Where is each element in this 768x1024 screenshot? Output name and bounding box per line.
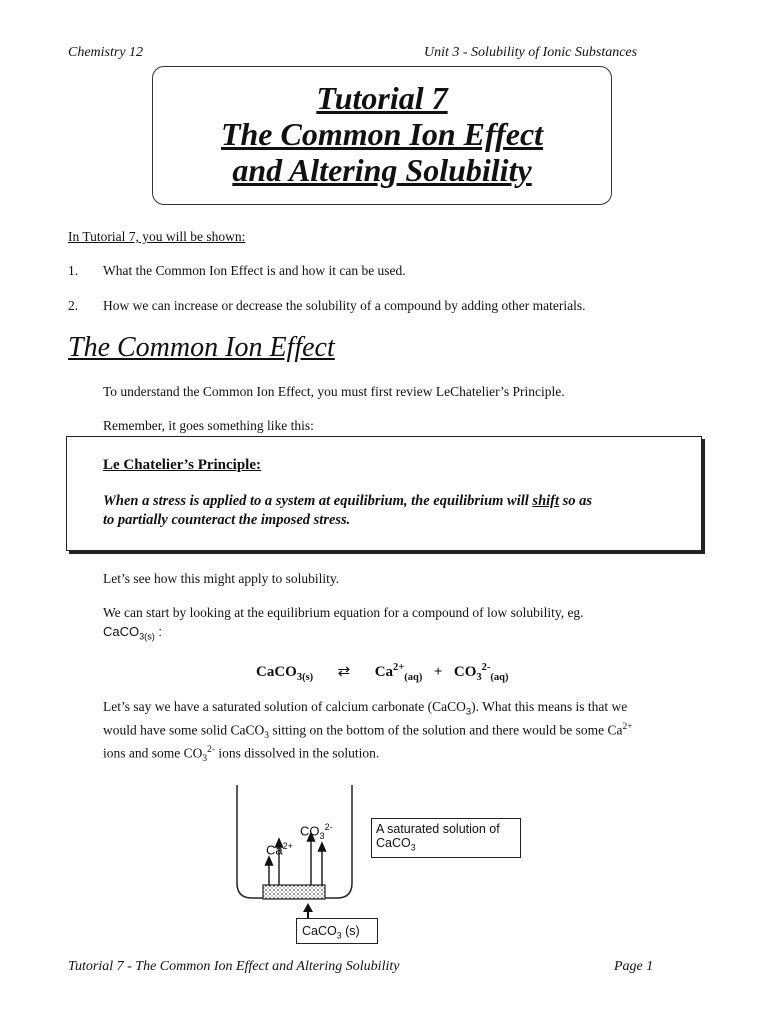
list-item-number: 2. bbox=[68, 298, 79, 313]
equilibrium-equation: CaCO$_{3(s)}$ ⇄ $Ca^{2+}_{(aq)} + CO_3^{2-}_{(aq)}$ bbox=[256, 662, 509, 683]
paragraph: To understand the Common Ion Effect, you must first review LeChatelier’s Principle. bbox=[103, 384, 565, 399]
paragraph-formula: CaCO$_{3(s)}$ : bbox=[103, 624, 163, 642]
beaker-outline bbox=[237, 785, 352, 898]
principle-text-line2: to partially counteract the imposed stress. bbox=[103, 512, 351, 528]
footer-title: Tutorial 7 - The Common Ion Effect and Altering Solubility bbox=[68, 959, 400, 974]
paragraph: We can start by looking at the equilibrium equation for a compound of low solubility, eg. bbox=[103, 605, 584, 620]
page-title-line3: and Altering Solubility bbox=[232, 152, 532, 188]
section-heading: The Common Ion Effect bbox=[68, 332, 335, 363]
principle-text: When a stress is applied to a system at equilibrium, the equilibrium will shift so as bbox=[103, 493, 593, 509]
paragraph: Let’s say we have a saturated solution of calcium carbonate (CaCO$_3$). What this means is that we bbox=[103, 699, 628, 718]
paragraph: Let’s see how this might apply to solubility. bbox=[103, 571, 340, 586]
list-item: What the Common Ion Effect is and how it can be used. bbox=[103, 263, 406, 278]
header-unit: Unit 3 - Solubility of Ionic Substances bbox=[424, 45, 638, 60]
solid-precipitate bbox=[263, 885, 325, 899]
intro-lead: In Tutorial 7, you will be shown: bbox=[68, 229, 246, 244]
paragraph: ions and some $CO_3^{2-}$ ions dissolved in the solution. bbox=[103, 745, 380, 765]
list-item: How we can increase or decrease the solubility of a compound by adding other materials. bbox=[103, 298, 586, 313]
ca-ion-label: $Ca^{2+}$ bbox=[266, 841, 293, 858]
page-number: Page 1 bbox=[614, 959, 654, 974]
co3-ion-label: $CO_3^{2-}$ bbox=[300, 822, 333, 841]
paragraph: Remember, it goes something like this: bbox=[103, 418, 314, 433]
page-title-line2: The Common Ion Effect bbox=[220, 116, 544, 152]
principle-title: Le Chatelier’s Principle: bbox=[103, 457, 262, 473]
solid-caco3-label: CaCO$_3$ (s) bbox=[296, 918, 378, 944]
list-item-number: 1. bbox=[68, 263, 79, 278]
paragraph: would have some solid CaCO$_3$ sitting on the bottom of the solution and there would be some $Ca^{2+}$ bbox=[103, 722, 633, 742]
page-title-line1: Tutorial 7 bbox=[316, 80, 448, 116]
beaker-diagram bbox=[225, 785, 365, 910]
header-course: Chemistry 12 bbox=[68, 45, 144, 60]
saturated-solution-label: A saturated solution of CaCO$_3$ bbox=[371, 818, 521, 858]
